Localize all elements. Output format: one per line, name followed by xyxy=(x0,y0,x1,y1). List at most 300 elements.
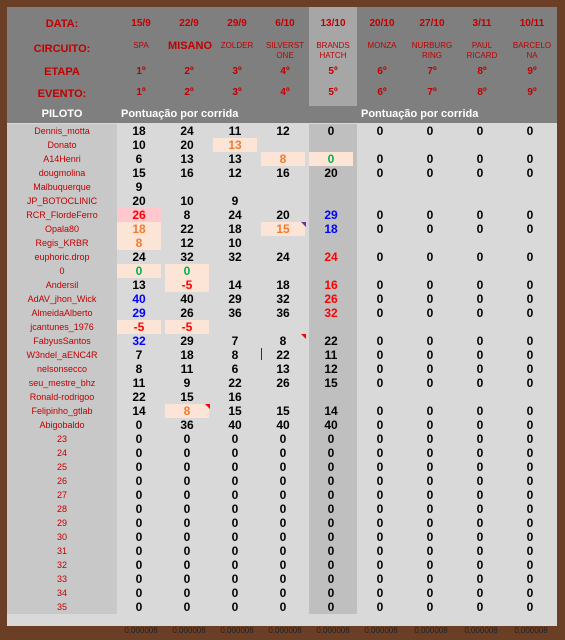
score-cell[interactable]: 0 xyxy=(526,488,534,502)
score-cell[interactable] xyxy=(457,320,503,334)
score-cell[interactable]: 0 xyxy=(476,460,484,474)
score-cell[interactable]: 0 xyxy=(526,502,534,516)
score-cell[interactable]: 0 xyxy=(279,488,287,502)
score-cell[interactable]: 0 xyxy=(376,404,384,418)
score-cell[interactable] xyxy=(457,236,503,250)
score-cell[interactable]: 12 xyxy=(228,166,242,180)
score-cell[interactable]: 0 xyxy=(376,376,384,390)
pilot-name[interactable]: 26 xyxy=(56,476,67,486)
score-cell[interactable]: 0 xyxy=(376,362,384,376)
score-cell[interactable]: 0 xyxy=(135,446,143,460)
score-cell[interactable]: 0 xyxy=(426,376,434,390)
score-cell[interactable]: 18 xyxy=(324,222,338,236)
score-cell[interactable]: 0 xyxy=(526,292,534,306)
score-cell[interactable]: 0 xyxy=(426,166,434,180)
score-cell[interactable]: 0 xyxy=(279,558,287,572)
pilot-name[interactable]: A14Henri xyxy=(43,154,81,164)
score-cell[interactable] xyxy=(309,180,353,194)
score-cell[interactable]: 0 xyxy=(476,558,484,572)
score-cell[interactable]: 13 xyxy=(132,278,146,292)
score-cell[interactable]: 0 xyxy=(376,306,384,320)
score-cell[interactable]: 11 xyxy=(132,376,146,390)
score-cell[interactable]: 0 xyxy=(426,530,434,544)
score-cell[interactable]: 16 xyxy=(324,278,338,292)
score-cell[interactable]: 0 xyxy=(526,124,534,138)
score-cell[interactable]: 0 xyxy=(426,600,434,614)
score-cell[interactable]: 14 xyxy=(132,404,146,418)
score-cell[interactable]: 0 xyxy=(526,586,534,600)
score-cell[interactable]: 8 xyxy=(231,348,239,362)
score-cell[interactable]: 20 xyxy=(132,194,146,208)
score-cell[interactable]: 0 xyxy=(476,516,484,530)
score-cell[interactable]: 18 xyxy=(132,124,146,138)
pilot-name[interactable]: 32 xyxy=(56,560,67,570)
comment-indicator-icon[interactable] xyxy=(301,222,306,227)
score-cell[interactable]: 15 xyxy=(228,404,242,418)
score-cell[interactable]: 18 xyxy=(117,222,161,236)
score-cell[interactable]: 36 xyxy=(228,306,242,320)
score-cell[interactable]: 14 xyxy=(324,404,338,418)
score-cell[interactable]: 0 xyxy=(426,488,434,502)
score-cell[interactable]: 26 xyxy=(117,208,161,222)
score-cell[interactable]: 0 xyxy=(476,530,484,544)
score-cell[interactable]: 0 xyxy=(476,586,484,600)
score-cell[interactable]: 0 xyxy=(135,474,143,488)
score-cell[interactable]: 20 xyxy=(324,166,338,180)
score-cell[interactable]: 0 xyxy=(376,432,384,446)
score-cell[interactable]: 0 xyxy=(327,572,335,586)
score-cell[interactable]: 26 xyxy=(276,376,290,390)
pilot-name[interactable]: 31 xyxy=(56,546,67,556)
score-cell[interactable] xyxy=(507,138,553,152)
score-cell[interactable] xyxy=(357,320,403,334)
pilot-name[interactable]: Donato xyxy=(47,140,77,150)
score-cell[interactable]: 0 xyxy=(426,362,434,376)
pilot-name[interactable]: 34 xyxy=(56,588,67,598)
score-cell[interactable]: 0 xyxy=(526,208,534,222)
score-cell[interactable] xyxy=(213,180,257,194)
score-cell[interactable]: 0 xyxy=(526,418,534,432)
pilot-name[interactable]: 35 xyxy=(56,602,67,612)
score-cell[interactable] xyxy=(457,264,503,278)
score-cell[interactable]: 0 xyxy=(426,432,434,446)
score-cell[interactable]: 0 xyxy=(426,222,434,236)
score-cell[interactable]: 0 xyxy=(183,502,191,516)
score-cell[interactable] xyxy=(407,320,453,334)
score-cell[interactable] xyxy=(213,264,257,278)
score-cell[interactable]: 10 xyxy=(132,138,146,152)
score-cell[interactable]: 18 xyxy=(228,222,242,236)
score-cell[interactable]: 0 xyxy=(526,348,534,362)
score-cell[interactable]: 0 xyxy=(426,306,434,320)
score-cell[interactable]: 0 xyxy=(376,600,384,614)
score-cell[interactable]: 0 xyxy=(183,558,191,572)
score-cell[interactable]: 0 xyxy=(183,446,191,460)
score-cell[interactable]: 0 xyxy=(526,306,534,320)
score-cell[interactable]: 20 xyxy=(180,138,194,152)
score-cell[interactable]: 7 xyxy=(231,334,239,348)
score-cell[interactable]: 0 xyxy=(327,558,335,572)
score-cell[interactable]: 29 xyxy=(228,292,242,306)
score-cell[interactable] xyxy=(213,320,257,334)
score-cell[interactable]: 0 xyxy=(376,460,384,474)
pilot-name[interactable]: seu_mestre_bhz xyxy=(28,378,96,388)
score-cell[interactable]: 0 xyxy=(183,474,191,488)
pilot-name[interactable]: Opala80 xyxy=(44,224,80,234)
score-cell[interactable]: 0 xyxy=(279,502,287,516)
score-cell[interactable]: 11 xyxy=(228,124,242,138)
score-cell[interactable]: 0 xyxy=(376,572,384,586)
score-cell[interactable]: 0 xyxy=(476,334,484,348)
pilot-name[interactable]: W3ndel_aENC4R xyxy=(26,350,98,360)
comment-indicator-icon[interactable] xyxy=(205,404,210,409)
pilot-name[interactable]: Malbuquerque xyxy=(33,182,91,192)
score-cell[interactable]: 0 xyxy=(231,474,239,488)
score-cell[interactable]: 0 xyxy=(476,278,484,292)
pilot-name[interactable]: AlmeidaAlberto xyxy=(31,308,93,318)
score-cell[interactable]: 0 xyxy=(426,208,434,222)
score-cell[interactable]: 0 xyxy=(376,502,384,516)
score-cell[interactable]: 0 xyxy=(376,488,384,502)
score-cell[interactable]: 24 xyxy=(132,250,146,264)
score-cell[interactable]: 0 xyxy=(279,600,287,614)
score-cell[interactable]: 0 xyxy=(476,432,484,446)
score-cell[interactable]: 0 xyxy=(231,530,239,544)
score-cell[interactable] xyxy=(407,264,453,278)
score-cell[interactable]: 15 xyxy=(261,222,305,236)
score-cell[interactable]: 0 xyxy=(376,474,384,488)
pilot-name[interactable]: 33 xyxy=(56,574,67,584)
score-cell[interactable]: 0 xyxy=(476,600,484,614)
score-cell[interactable]: 0 xyxy=(327,586,335,600)
score-cell[interactable]: 40 xyxy=(276,418,290,432)
score-cell[interactable]: 0 xyxy=(376,418,384,432)
score-cell[interactable]: 0 xyxy=(426,474,434,488)
pilot-name[interactable]: nelsonsecco xyxy=(36,364,88,374)
score-cell[interactable] xyxy=(357,180,403,194)
score-cell[interactable]: 0 xyxy=(376,292,384,306)
score-cell[interactable] xyxy=(507,390,553,404)
comment-indicator-icon[interactable] xyxy=(301,334,306,339)
score-cell[interactable]: 0 xyxy=(279,530,287,544)
score-cell[interactable]: 0 xyxy=(426,292,434,306)
score-cell[interactable]: 0 xyxy=(476,446,484,460)
score-cell[interactable]: 0 xyxy=(183,488,191,502)
score-cell[interactable]: 0 xyxy=(135,432,143,446)
score-cell[interactable]: 0 xyxy=(426,572,434,586)
score-cell[interactable]: 0 xyxy=(526,446,534,460)
score-cell[interactable]: 0 xyxy=(426,278,434,292)
score-cell[interactable]: 8 xyxy=(165,404,209,418)
score-cell[interactable]: 0 xyxy=(183,544,191,558)
score-cell[interactable] xyxy=(309,138,353,152)
score-cell[interactable]: 0 xyxy=(279,432,287,446)
score-cell[interactable]: 0 xyxy=(526,544,534,558)
score-cell[interactable]: 24 xyxy=(276,250,290,264)
score-cell[interactable]: 9 xyxy=(231,194,239,208)
score-cell[interactable]: 0 xyxy=(526,572,534,586)
score-cell[interactable]: 0 xyxy=(476,124,484,138)
score-cell[interactable]: 0 xyxy=(476,152,484,166)
score-cell[interactable]: 40 xyxy=(324,418,338,432)
score-cell[interactable] xyxy=(309,236,353,250)
score-cell[interactable]: 0 xyxy=(426,418,434,432)
score-cell[interactable]: 0 xyxy=(231,558,239,572)
score-cell[interactable]: 0 xyxy=(231,572,239,586)
score-cell[interactable]: 0 xyxy=(376,530,384,544)
score-cell[interactable] xyxy=(261,180,305,194)
score-cell[interactable]: 0 xyxy=(476,348,484,362)
score-cell[interactable] xyxy=(261,390,305,404)
score-cell[interactable]: 16 xyxy=(228,390,242,404)
score-cell[interactable]: 9 xyxy=(183,376,191,390)
score-cell[interactable]: 0 xyxy=(526,530,534,544)
pilot-name[interactable]: dougmolina xyxy=(38,168,86,178)
score-cell[interactable]: 15 xyxy=(324,376,338,390)
score-cell[interactable]: 15 xyxy=(180,390,194,404)
score-cell[interactable]: 0 xyxy=(231,586,239,600)
score-cell[interactable]: 0 xyxy=(327,488,335,502)
score-cell[interactable]: 36 xyxy=(276,306,290,320)
score-cell[interactable]: 0 xyxy=(376,124,384,138)
score-cell[interactable]: 0 xyxy=(183,586,191,600)
score-cell[interactable]: 40 xyxy=(228,418,242,432)
score-cell[interactable]: 13 xyxy=(276,362,290,376)
score-cell[interactable] xyxy=(457,180,503,194)
score-cell[interactable]: 11 xyxy=(324,348,338,362)
score-cell[interactable]: 0 xyxy=(426,446,434,460)
score-cell[interactable]: 0 xyxy=(526,152,534,166)
score-cell[interactable]: 29 xyxy=(324,208,338,222)
pilot-name[interactable]: 29 xyxy=(56,518,67,528)
score-cell[interactable]: 0 xyxy=(526,474,534,488)
score-cell[interactable]: 22 xyxy=(276,348,290,362)
score-cell[interactable]: 0 xyxy=(426,460,434,474)
score-cell[interactable]: 0 xyxy=(327,446,335,460)
score-cell[interactable]: 15 xyxy=(276,404,290,418)
score-cell[interactable]: 0 xyxy=(526,516,534,530)
pilot-name[interactable]: RCR_FlordeFerro xyxy=(26,210,98,220)
score-cell[interactable]: 0 xyxy=(526,222,534,236)
score-cell[interactable]: 0 xyxy=(135,572,143,586)
score-cell[interactable]: 0 xyxy=(327,530,335,544)
score-cell[interactable] xyxy=(407,194,453,208)
score-cell[interactable]: 0 xyxy=(135,516,143,530)
score-cell[interactable]: -5 xyxy=(117,320,161,334)
score-cell[interactable]: 0 xyxy=(376,334,384,348)
pilot-name[interactable]: 0 xyxy=(59,266,65,276)
score-cell[interactable]: 0 xyxy=(376,166,384,180)
score-cell[interactable]: 0 xyxy=(426,334,434,348)
score-cell[interactable]: 0 xyxy=(376,558,384,572)
score-cell[interactable] xyxy=(407,138,453,152)
score-cell[interactable]: 0 xyxy=(231,502,239,516)
score-cell[interactable] xyxy=(165,180,209,194)
pilot-name[interactable]: jcantunes_1976 xyxy=(30,322,94,332)
score-cell[interactable]: -5 xyxy=(165,278,209,292)
score-cell[interactable]: 16 xyxy=(276,166,290,180)
score-cell[interactable]: 22 xyxy=(324,334,338,348)
pilot-name[interactable]: AdAV_jhon_Wick xyxy=(27,294,97,304)
score-cell[interactable] xyxy=(309,390,353,404)
score-cell[interactable]: 0 xyxy=(426,544,434,558)
score-cell[interactable] xyxy=(507,194,553,208)
pilot-name[interactable]: FabyusSantos xyxy=(33,336,91,346)
score-cell[interactable]: 0 xyxy=(426,558,434,572)
score-cell[interactable]: 0 xyxy=(165,264,209,278)
score-cell[interactable] xyxy=(261,320,305,334)
score-cell[interactable] xyxy=(507,236,553,250)
score-cell[interactable]: 32 xyxy=(228,250,242,264)
score-cell[interactable]: 7 xyxy=(135,348,143,362)
score-cell[interactable]: 9 xyxy=(135,180,143,194)
score-cell[interactable]: 0 xyxy=(183,530,191,544)
score-cell[interactable]: 14 xyxy=(228,278,242,292)
score-cell[interactable]: 24 xyxy=(324,250,338,264)
score-cell[interactable]: 22 xyxy=(132,390,146,404)
score-cell[interactable]: 24 xyxy=(228,208,242,222)
score-cell[interactable]: 0 xyxy=(309,152,353,166)
score-cell[interactable]: 16 xyxy=(180,166,194,180)
score-cell[interactable] xyxy=(357,194,403,208)
score-cell[interactable]: 0 xyxy=(231,544,239,558)
score-cell[interactable]: 0 xyxy=(376,544,384,558)
score-cell[interactable] xyxy=(507,180,553,194)
score-cell[interactable]: 0 xyxy=(279,572,287,586)
score-cell[interactable]: 0 xyxy=(426,586,434,600)
score-cell[interactable]: 13 xyxy=(180,152,194,166)
score-cell[interactable]: 0 xyxy=(135,488,143,502)
score-cell[interactable]: 0 xyxy=(476,292,484,306)
score-cell[interactable] xyxy=(507,264,553,278)
score-cell[interactable]: 10 xyxy=(180,194,194,208)
score-cell[interactable]: 0 xyxy=(476,404,484,418)
score-cell[interactable] xyxy=(357,264,403,278)
score-cell[interactable]: 0 xyxy=(476,306,484,320)
score-cell[interactable] xyxy=(309,320,353,334)
score-cell[interactable]: 0 xyxy=(183,572,191,586)
score-cell[interactable]: 0 xyxy=(426,502,434,516)
score-cell[interactable]: 36 xyxy=(180,418,194,432)
score-cell[interactable]: 0 xyxy=(279,516,287,530)
pilot-name[interactable]: euphoric.drop xyxy=(34,252,90,262)
score-cell[interactable]: 10 xyxy=(228,236,242,250)
score-cell[interactable]: 8 xyxy=(261,152,305,166)
score-cell[interactable]: 0 xyxy=(279,460,287,474)
score-cell[interactable]: 0 xyxy=(327,544,335,558)
score-cell[interactable]: 0 xyxy=(476,488,484,502)
score-cell[interactable] xyxy=(407,236,453,250)
score-cell[interactable]: 0 xyxy=(327,474,335,488)
score-cell[interactable]: 0 xyxy=(327,502,335,516)
score-cell[interactable]: 0 xyxy=(526,376,534,390)
score-cell[interactable]: 0 xyxy=(426,250,434,264)
score-cell[interactable] xyxy=(261,264,305,278)
score-cell[interactable]: 0 xyxy=(376,152,384,166)
score-cell[interactable]: 0 xyxy=(279,544,287,558)
score-cell[interactable]: 32 xyxy=(324,306,338,320)
score-cell[interactable]: 0 xyxy=(526,334,534,348)
score-cell[interactable]: 0 xyxy=(376,250,384,264)
pilot-name[interactable]: Regis_KRBR xyxy=(35,238,89,248)
score-cell[interactable]: 0 xyxy=(476,474,484,488)
pilot-name[interactable]: Abigobaldo xyxy=(39,420,85,430)
score-cell[interactable]: 0 xyxy=(426,404,434,418)
score-cell[interactable]: 8 xyxy=(135,362,143,376)
score-cell[interactable]: 0 xyxy=(183,516,191,530)
score-cell[interactable]: 0 xyxy=(279,474,287,488)
pilot-name[interactable]: Andersil xyxy=(45,280,79,290)
pilot-name[interactable]: 30 xyxy=(56,532,67,542)
score-cell[interactable] xyxy=(309,194,353,208)
score-cell[interactable]: 32 xyxy=(276,292,290,306)
score-cell[interactable]: 0 xyxy=(231,600,239,614)
score-cell[interactable]: 40 xyxy=(132,292,146,306)
score-cell[interactable]: 0 xyxy=(135,530,143,544)
pilot-name[interactable]: 27 xyxy=(56,490,67,500)
score-cell[interactable]: 11 xyxy=(180,362,194,376)
pilot-name[interactable]: 24 xyxy=(56,448,67,458)
score-cell[interactable]: 0 xyxy=(526,432,534,446)
score-cell[interactable] xyxy=(309,264,353,278)
score-cell[interactable]: 26 xyxy=(180,306,194,320)
score-cell[interactable] xyxy=(357,138,403,152)
score-cell[interactable]: 0 xyxy=(526,166,534,180)
score-cell[interactable]: 0 xyxy=(135,558,143,572)
score-cell[interactable]: 0 xyxy=(327,432,335,446)
score-cell[interactable]: 22 xyxy=(180,222,194,236)
score-cell[interactable] xyxy=(357,390,403,404)
score-cell[interactable]: 0 xyxy=(376,446,384,460)
score-cell[interactable]: 0 xyxy=(476,502,484,516)
pilot-name[interactable]: Ronald-rodrigoo xyxy=(29,392,95,402)
score-cell[interactable]: 0 xyxy=(376,222,384,236)
score-cell[interactable]: 8 xyxy=(117,236,161,250)
score-cell[interactable]: 0 xyxy=(526,460,534,474)
score-cell[interactable]: 0 xyxy=(135,460,143,474)
score-cell[interactable]: 0 xyxy=(426,152,434,166)
score-cell[interactable]: 22 xyxy=(228,376,242,390)
score-cell[interactable]: 12 xyxy=(276,124,290,138)
score-cell[interactable]: 0 xyxy=(476,362,484,376)
score-cell[interactable]: 29 xyxy=(180,334,194,348)
score-cell[interactable]: 0 xyxy=(183,600,191,614)
score-cell[interactable]: 8 xyxy=(279,334,287,348)
score-cell[interactable]: 0 xyxy=(526,600,534,614)
score-cell[interactable]: -5 xyxy=(165,320,209,334)
score-cell[interactable]: 18 xyxy=(180,348,194,362)
score-cell[interactable]: 0 xyxy=(476,222,484,236)
score-cell[interactable]: 13 xyxy=(228,152,242,166)
score-cell[interactable]: 0 xyxy=(426,516,434,530)
score-cell[interactable] xyxy=(261,194,305,208)
score-cell[interactable] xyxy=(507,320,553,334)
score-cell[interactable] xyxy=(457,390,503,404)
score-cell[interactable]: 0 xyxy=(476,166,484,180)
score-cell[interactable]: 0 xyxy=(327,600,335,614)
score-cell[interactable]: 0 xyxy=(476,544,484,558)
score-cell[interactable]: 12 xyxy=(180,236,194,250)
score-cell[interactable]: 8 xyxy=(183,208,191,222)
score-cell[interactable]: 0 xyxy=(426,348,434,362)
score-cell[interactable]: 29 xyxy=(132,306,146,320)
score-cell[interactable]: 0 xyxy=(376,278,384,292)
score-cell[interactable]: 0 xyxy=(117,264,161,278)
score-cell[interactable] xyxy=(261,138,305,152)
score-cell[interactable]: 18 xyxy=(276,278,290,292)
score-cell[interactable]: 0 xyxy=(135,600,143,614)
score-cell[interactable]: 0 xyxy=(526,362,534,376)
